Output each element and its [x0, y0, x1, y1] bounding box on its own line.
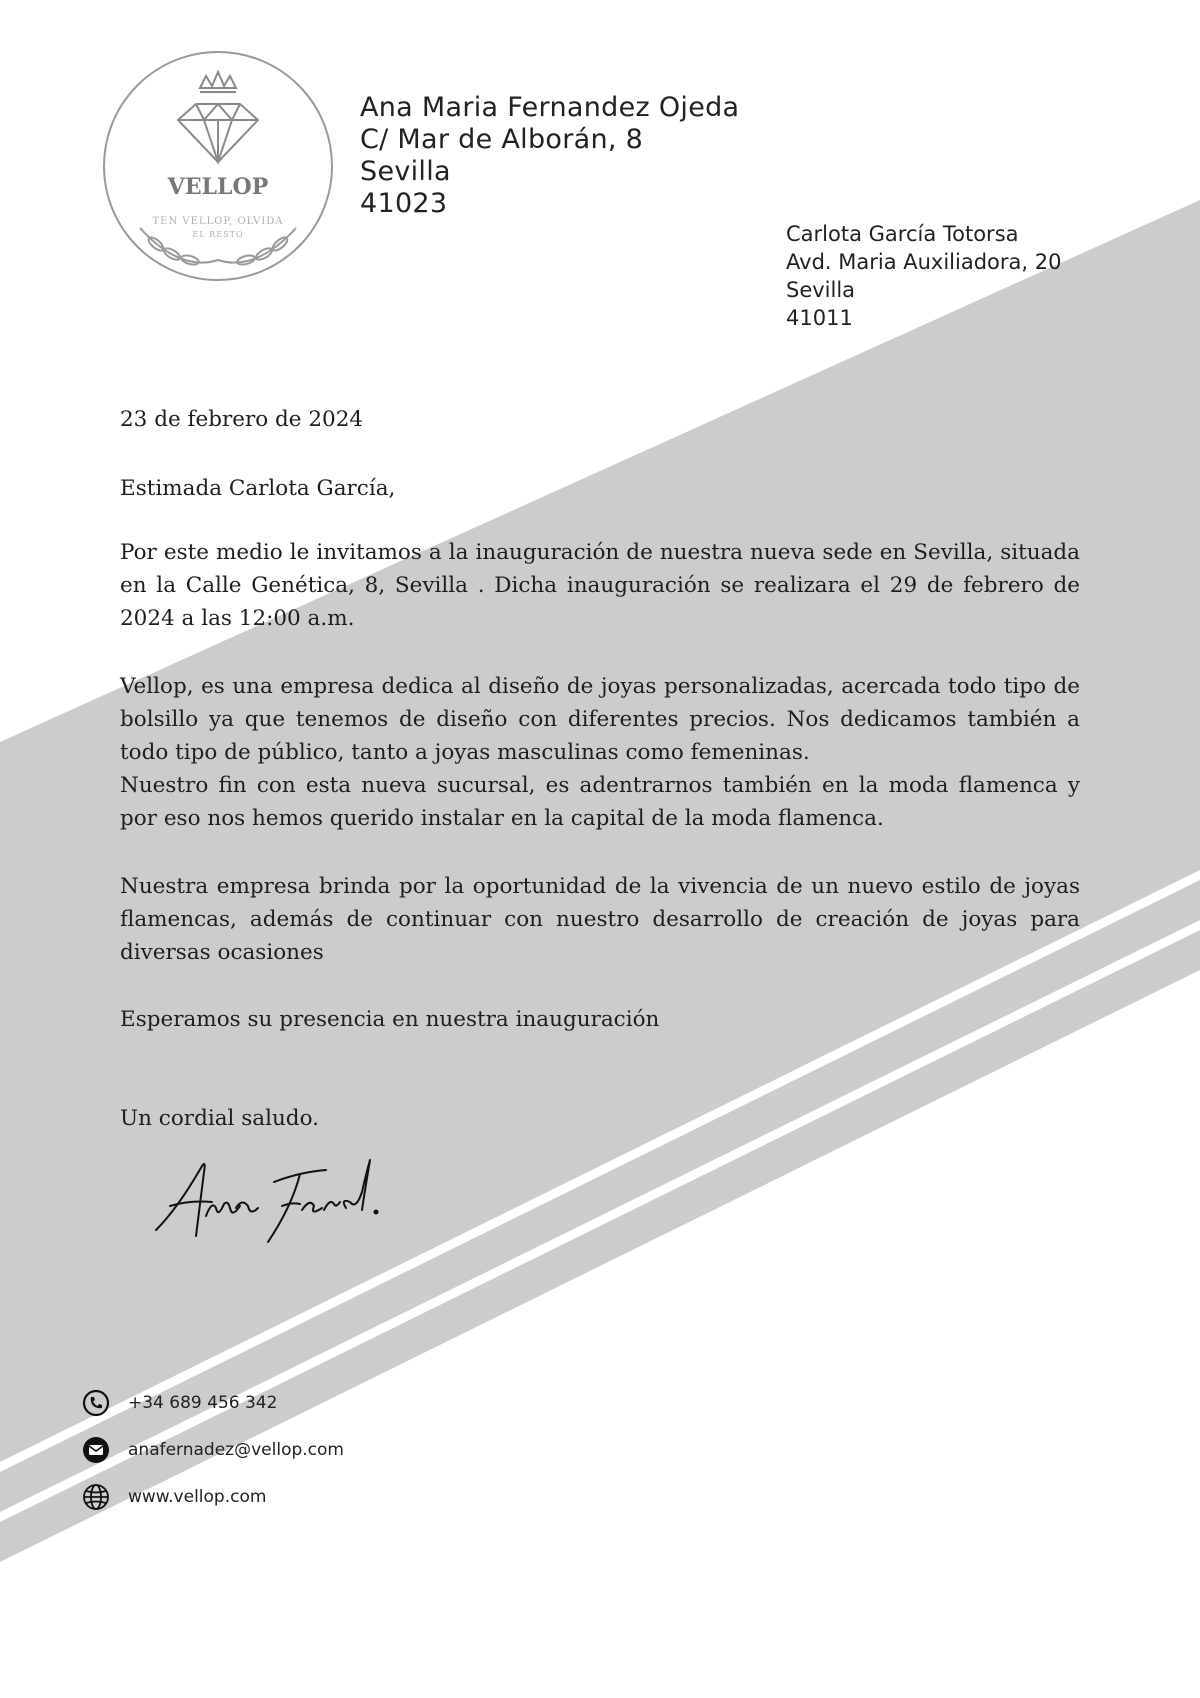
contact-email-row: [82, 1435, 344, 1465]
contact-email[interactable]: anafernadez@vellop.com: [128, 1440, 344, 1460]
contact-phone[interactable]: +34 689 456 342: [128, 1393, 278, 1413]
sender-street: C/ Mar de Alborán, 8: [360, 124, 644, 155]
letter-closing: Un cordial saludo.: [120, 1106, 319, 1131]
vellop-logo: [100, 48, 336, 284]
logo-brand: VELLOP: [167, 174, 269, 200]
recipient-address: [786, 220, 1061, 332]
letter-greeting: Estimada Carlota García,: [120, 476, 396, 501]
phone-icon: [82, 1389, 110, 1417]
envelope-icon: [82, 1436, 110, 1464]
recipient-postal-code: 41011: [786, 306, 853, 330]
recipient-city: Sevilla: [786, 278, 856, 302]
letter-paragraph-4: Esperamos su presencia en nuestra inauguración: [120, 1007, 660, 1032]
letter-date: 23 de febrero de 2024: [120, 407, 364, 432]
contact-website[interactable]: www.vellop.com: [128, 1487, 267, 1507]
sender-name: Ana Maria Fernandez Ojeda: [360, 92, 740, 123]
logo-tagline-1: TEN VELLOP, OLVIDA: [152, 216, 284, 227]
letter-paragraph-2b: Nuestro fin con esta nueva sucursal, es adentrarnos también en la moda flamenca y por eso nos hemos querido instalar en la capital de la moda flamenca.: [120, 773, 1080, 831]
contact-phone-row: [82, 1388, 277, 1418]
letter-paragraph-1: Por este medio le invitamos a la inauguración de nuestra nueva sede en Sevilla, situada en la Calle Genética, 8, Sevilla . Dicha inauguración se realizara el 29 de febrero de 2024 a las 12:00 a.m.: [120, 540, 1080, 631]
sender-city: Sevilla: [360, 156, 451, 187]
letter-paragraph-3: Nuestra empresa brinda por la oportunidad de la vivencia de un nuevo estilo de joyas flamencas, además de continuar con nuestro desarrollo de creación de joyas para diversas ocasiones: [120, 874, 1080, 965]
globe-icon: [82, 1483, 110, 1511]
sender-postal-code: 41023: [360, 188, 448, 219]
letter-paragraph-2: [120, 670, 1080, 835]
recipient-street: Avd. Maria Auxiliadora, 20: [786, 250, 1062, 274]
signature: [150, 1146, 400, 1246]
letter-paragraph-2a: Vellop, es una empresa dedica al diseño de joyas personalizadas, acercada todo tipo de bolsillo ya que tenemos de diseño con diferentes precios. Nos dedicamos también a todo tipo de público, tanto a joyas masculinas como femeninas.: [120, 674, 1080, 765]
logo-tagline-2: EL RESTO: [192, 230, 244, 239]
sender-address: [360, 92, 739, 220]
contact-web-row: [82, 1482, 266, 1512]
recipient-name: Carlota García Totorsa: [786, 222, 1019, 246]
